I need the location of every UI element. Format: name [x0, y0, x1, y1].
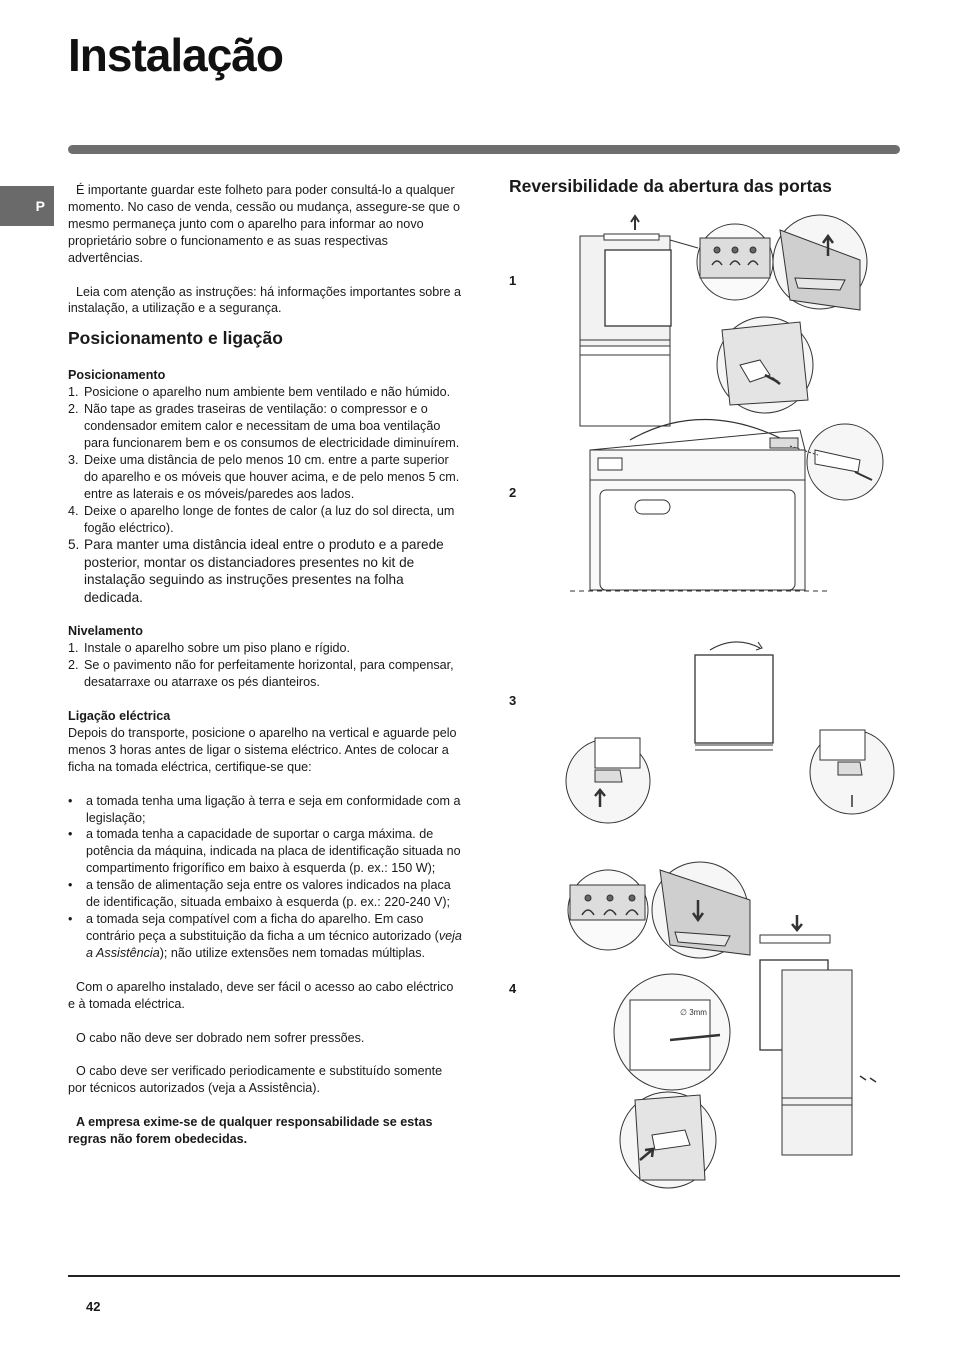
step-label-3: 3 [509, 693, 517, 708]
cable-paragraph: O cabo não deve ser dobrado nem sofrer pressões. [76, 1030, 365, 1045]
bottom-rule [68, 1275, 900, 1277]
list-item: • a tomada seja compatível com a ficha do aparelho. Em caso contrário peça a substituição da ficha a um técnico autorizado (veja a Assistência); não utilize extensões nem tomadas múltiplas. [68, 911, 463, 962]
list-item: 4. Deixe o aparelho longe de fontes de calor (a luz do sol directa, um fogão eléctrico). [68, 503, 455, 535]
list-item: • a tomada tenha a capacidade de suportar o carga máxima. de potência da máquina, indicada na placa de identificação situada no compartimento frigorífico em baixo à esquerda (p. ex.: 150 W); [68, 826, 463, 877]
posicionamento-list [68, 384, 463, 606]
list-item: 1. Posicione o aparelho num ambiente bem ventilado e não húmido. [68, 385, 451, 400]
list-item: 2. Não tape as grades traseiras de ventilação: o compressor e o condensador emitem calor e necessitam de uma boa ventilação para funcionarem bem e os consumos de electricidade diminuírem. [68, 402, 460, 450]
assistencia-reference: veja a Assistência [86, 928, 462, 960]
list-item: 2. Se o pavimento não for perfeitamente horizontal, para compensar, desatarraxe ou atarraxe os pés dianteiros. [68, 658, 454, 690]
top-rule [68, 145, 900, 154]
door-reversal-diagram [560, 210, 900, 1200]
intro-paragraph-2: Leia com atenção as instruções: há informações importantes sobre a instalação, a utilização e a segurança. [68, 284, 462, 316]
subheading-posicionamento: Posicionamento [68, 368, 166, 383]
step-2-illustration [570, 419, 883, 591]
ligacao-intro: Depois do transporte, posicione o aparelho na vertical e aguarde pelo menos 3 horas antes de ligar o sistema eléctrico. Antes de colocar a ficha na tomada eléctrica, certifique-se que: [68, 725, 457, 774]
language-tab: P [0, 186, 54, 226]
drill-size-label: ∅ 3mm [680, 1008, 707, 1017]
access-paragraph: Com o aparelho instalado, deve ser fácil o acesso ao cabo eléctrico e à tomada eléctrica. [68, 979, 454, 1011]
nivelamento-list [68, 640, 463, 691]
section-heading-posicionamento: Posicionamento e ligação [68, 328, 283, 349]
left-column [68, 182, 463, 1148]
page-number: 42 [86, 1299, 101, 1314]
page-title: Instalação [68, 29, 283, 81]
list-item: 5. Para manter uma distância ideal entre o produto e a parede posterior, montar os distanciadores presentes no kit de instalação seguindo as instruções presentes na folha dedicada. [68, 537, 444, 605]
step-3-illustration [566, 642, 894, 823]
list-item: • a tensão de alimentação seja entre os valores indicados na placa de identificação, situada embaixo à esquerda (p. ex.: 220-240 V); [68, 877, 463, 911]
list-item: • a tomada tenha uma ligação à terra e seja em conformidade com a legislação; [68, 793, 463, 827]
check-paragraph: O cabo deve ser verificado periodicamente e substituído somente por técnicos autorizados (veja a Assistência). [68, 1064, 443, 1096]
ligacao-bullets [68, 793, 463, 962]
step-label-2: 2 [509, 485, 517, 500]
step-1-illustration [580, 215, 867, 426]
section-heading-reversibilidade: Reversibilidade da abertura das portas [509, 176, 832, 196]
step-label-1: 1 [509, 273, 517, 288]
subheading-nivelamento: Nivelamento [68, 624, 143, 639]
subheading-ligacao: Ligação eléctrica [68, 709, 171, 724]
list-item: 3. Deixe uma distância de pelo menos 10 cm. entre a parte superior do aparelho e os móveis que houver acima, e de pelo menos 5 cm. entre as laterais e os móveis/paredes aos lados. [68, 452, 460, 501]
disclaimer-paragraph: A empresa exime-se de qualquer responsabilidade se estas regras não forem obedecidas. [68, 1115, 433, 1147]
list-item: 1. Instale o aparelho sobre um piso plano e rígido. [68, 641, 351, 656]
step-label-4: 4 [509, 981, 517, 996]
intro-paragraph-1: É importante guardar este folheto para poder consultá-lo a qualquer momento. No caso de venda, cessão ou mudança, assegure-se que o mesmo permaneça junto com o aparelho para informar ao novo proprietário sobre o funcionamento e as suas respectivas advertências. [68, 183, 461, 265]
step-4-illustration [568, 862, 876, 1188]
